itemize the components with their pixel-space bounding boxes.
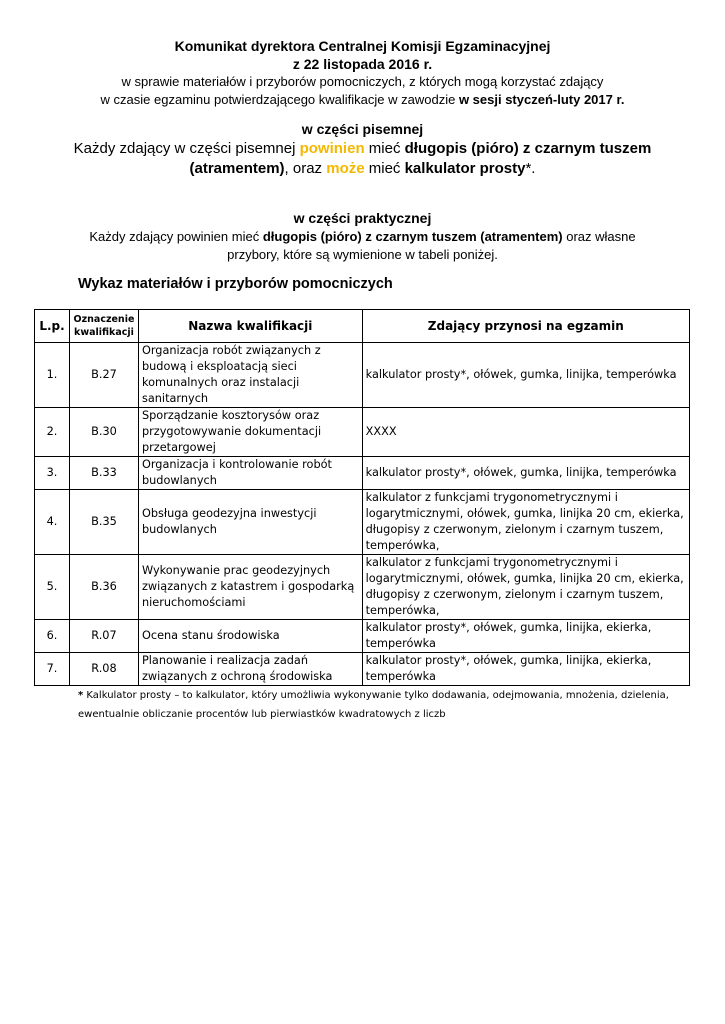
list-heading: Wykaz materiałów i przyborów pomocniczych: [78, 276, 393, 292]
written-paragraph-line1: Każdy zdający w części pisemnej powinien mieć długopis (pióro) z czarnym tuszem: [73, 140, 652, 157]
table-header-row: [35, 310, 690, 343]
document-title-line1: Komunikat dyrektora Centralnej Komisji Egzaminacyjnej: [174, 38, 551, 54]
cell-items: kalkulator prosty*, ołówek, gumka, linijka, temperówka: [362, 343, 689, 408]
table-row: [35, 620, 690, 653]
cell-items: kalkulator prosty*, ołówek, gumka, linijka, ekierka, temperówka: [362, 620, 689, 653]
header-name: Nazwa kwalifikacji: [138, 310, 362, 343]
cell-items: kalkulator prosty*, ołówek, gumka, linijka, temperówka: [362, 457, 689, 490]
table-row: [35, 457, 690, 490]
footnote: * Kalkulator prosty – to kalkulator, który umożliwia wykonywanie tylko dodawania, odejmowania, mnożenia, dzielenia, ewentualnie obliczanie procentów lub pierwiastków kwadratowych z liczb: [78, 690, 669, 720]
cell-items: kalkulator z funkcjami trygonometrycznymi i logarytmicznymi, ołówek, gumka, linijka 20 cm, ekierka, długopisy z czerwonym, zielonym i czarnym tuszem, temperówka,: [362, 555, 689, 620]
cell-code: R.07: [69, 620, 138, 653]
practical-heading: w części praktycznej: [293, 210, 432, 226]
practical-paragraph-line1: Każdy zdający powinien mieć długopis (pióro) z czarnym tuszem (atramentem) oraz własne: [89, 229, 636, 244]
table-row: [35, 653, 690, 686]
header-lp: L.p.: [35, 310, 70, 343]
qualifications-table: [34, 309, 690, 686]
cell-code: B.30: [69, 408, 138, 457]
written-paragraph-line2: (atramentem), oraz może mieć kalkulator prosty*.: [189, 160, 536, 177]
table-row: [35, 408, 690, 457]
cell-name: Organizacja i kontrolowanie robót budowlanych: [138, 457, 362, 490]
cell-lp: 2.: [35, 408, 70, 457]
cell-name: Ocena stanu środowiska: [138, 620, 362, 653]
cell-lp: 3.: [35, 457, 70, 490]
document-subtitle-line1: w sprawie materiałów i przyborów pomocniczych, z których mogą korzystać zdający: [121, 74, 604, 89]
table-row: [35, 490, 690, 555]
cell-name: Organizacja robót związanych z budową i eksploatacją sieci komunalnych oraz instalacji sanitarnych: [138, 343, 362, 408]
header-items: Zdający przynosi na egzamin: [362, 310, 689, 343]
header-code: Oznaczenie kwalifikacji: [69, 310, 138, 343]
cell-lp: 6.: [35, 620, 70, 653]
practical-paragraph-line2: przybory, które są wymienione w tabeli poniżej.: [227, 247, 498, 262]
cell-code: R.08: [69, 653, 138, 686]
cell-name: Sporządzanie kosztorysów oraz przygotowywanie dokumentacji przetargowej: [138, 408, 362, 457]
document-subtitle-line2: w czasie egzaminu potwierdzającego kwalifikacje w zawodzie w sesji styczeń-luty 2017 r.: [100, 92, 625, 107]
table-row: [35, 343, 690, 408]
cell-code: B.33: [69, 457, 138, 490]
cell-name: Wykonywanie prac geodezyjnych związanych z katastrem i gospodarką nieruchomościami: [138, 555, 362, 620]
cell-items: kalkulator prosty*, ołówek, gumka, linijka, ekierka, temperówka: [362, 653, 689, 686]
document-title-line2: z 22 listopada 2016 r.: [292, 56, 433, 72]
cell-lp: 5.: [35, 555, 70, 620]
cell-items: kalkulator z funkcjami trygonometrycznymi i logarytmicznymi, ołówek, gumka, linijka 20 cm, ekierka, długopisy z czerwonym, zielonym i czarnym tuszem, temperówka,: [362, 490, 689, 555]
cell-lp: 4.: [35, 490, 70, 555]
cell-code: B.36: [69, 555, 138, 620]
cell-code: B.27: [69, 343, 138, 408]
cell-name: Obsługa geodezyjna inwestycji budowlanych: [138, 490, 362, 555]
cell-code: B.35: [69, 490, 138, 555]
cell-lp: 1.: [35, 343, 70, 408]
cell-lp: 7.: [35, 653, 70, 686]
cell-items: XXXX: [362, 408, 689, 457]
written-heading: w części pisemnej: [301, 121, 424, 137]
cell-name: Planowanie i realizacja zadań związanych z ochroną środowiska: [138, 653, 362, 686]
table-row: [35, 555, 690, 620]
